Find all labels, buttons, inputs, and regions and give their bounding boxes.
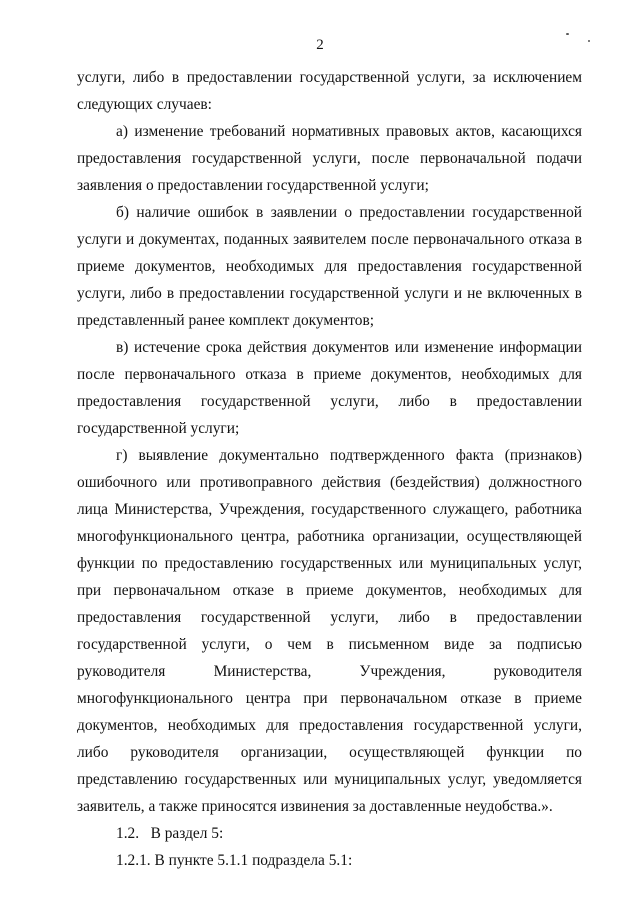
page-number: 2 bbox=[316, 37, 324, 53]
paragraph-continuation: услуги, либо в предоставлении государственной услуги, за исключением следующих случаев: bbox=[77, 69, 582, 113]
section-heading-1-2: 1.2. В раздел 5: bbox=[116, 825, 224, 842]
scan-speck bbox=[588, 40, 590, 42]
paragraph-item-v: в) истечение срока действия документов или изменение информации после первоначального отказа в приеме документов, необходимых для предоставления государственной услуги, либо в предоставлении государственной услуги; bbox=[77, 339, 582, 437]
scan-speck bbox=[566, 33, 569, 35]
paragraph-item-a: а) изменение требований нормативных правовых актов, касающихся предоставления государственной услуги, после первоначальной подачи заявления о предоставлении государственной услуги; bbox=[77, 123, 582, 194]
document-body bbox=[77, 64, 582, 874]
paragraph-item-b: б) наличие ошибок в заявлении о предоставлении государственной услуги и документах, поданных заявителем после первоначального отказа в приеме документов, необходимых для предоставления государственной услуги, либо в предоставлении государственной услуги и не включенных в представленный ранее комплект документов; bbox=[77, 204, 582, 329]
section-heading-1-2-1: 1.2.1. В пункте 5.1.1 подраздела 5.1: bbox=[116, 852, 353, 869]
paragraph-item-g: г) выявление документально подтвержденного факта (признаков) ошибочного или противоправного действия (бездействия) должностного лица Министерства, Учреждения, государственного служащего, работника многофункционального центра, работника организации, осуществляющей функции по предоставлению государственных или муниципальных услуг, при первоначальном отказе в приеме документов, необходимых для предоставления государственной услуги, либо в предоставлении государственной услуги, о чем в письменном виде за подписью руководителя Министерства, Учреждения, руководителя многофункционального центра при первоначальном отказе в приеме документов, необходимых для предоставления государственной услуги, либо руководителя организации, осуществляющей функции по представлению государственных или муниципальных услуг, уведомляется заявитель, а также приносятся извинения за доставленные неудобства.». bbox=[77, 447, 582, 815]
